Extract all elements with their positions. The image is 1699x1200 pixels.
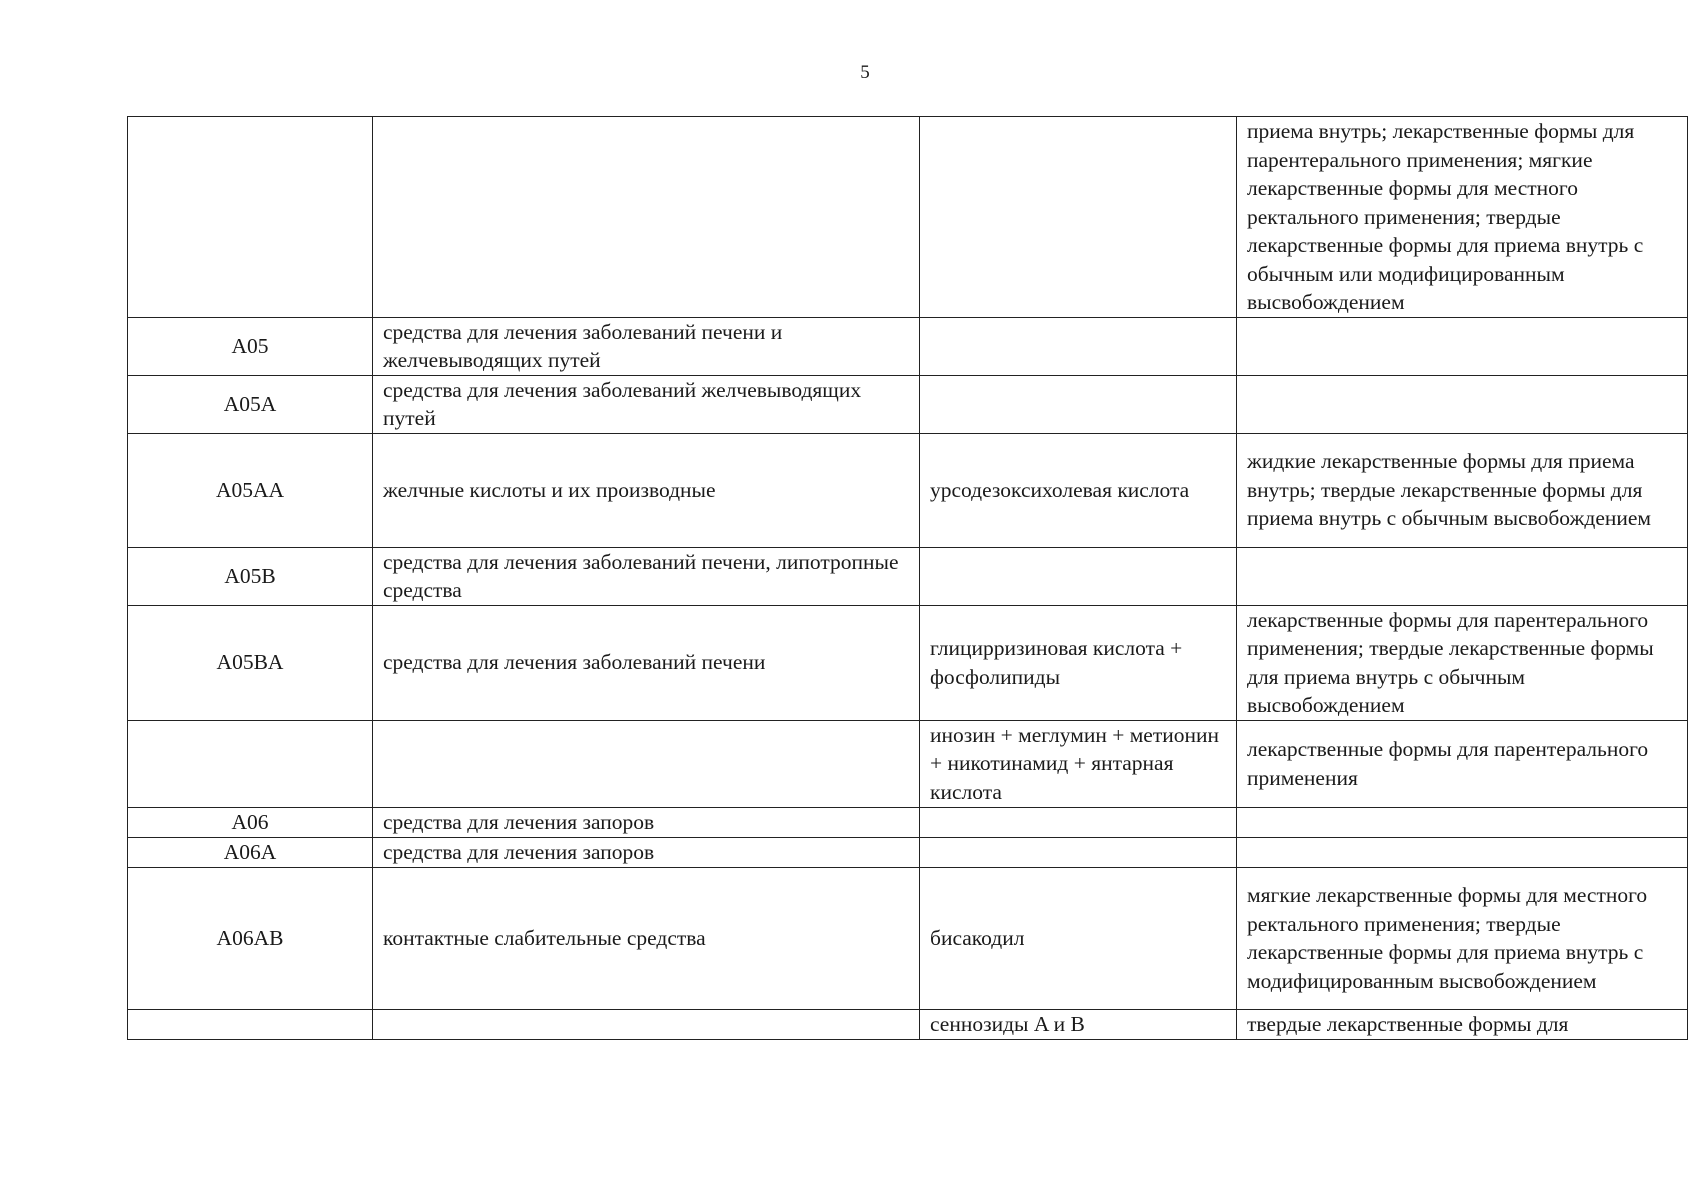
drug-cell — [920, 547, 1237, 605]
atc-code-cell: A06AB — [128, 867, 373, 1009]
atc-code-cell: A05BA — [128, 605, 373, 720]
group-cell: средства для лечения запоров — [373, 837, 920, 867]
group-cell: средства для лечения заболеваний печени, липотропные средства — [373, 547, 920, 605]
dosage-forms-cell: жидкие лекарственные формы для приема внутрь; твердые лекарственные формы для приема внутрь с обычным высвобождением — [1237, 433, 1688, 547]
table-row — [128, 720, 1688, 807]
drug-cell — [920, 837, 1237, 867]
drug-cell: урсодезоксихолевая кислота — [920, 433, 1237, 547]
drug-cell: инозин + меглумин + метионин + никотинамид + янтарная кислота — [920, 720, 1237, 807]
drug-cell — [920, 117, 1237, 318]
atc-code-cell — [128, 1009, 373, 1039]
table-row — [128, 375, 1688, 433]
table-row — [128, 807, 1688, 837]
table-row — [128, 117, 1688, 318]
drug-cell: бисакодил — [920, 867, 1237, 1009]
atc-code-cell: A05AA — [128, 433, 373, 547]
table-row — [128, 837, 1688, 867]
table-row — [128, 867, 1688, 1009]
dosage-forms-cell — [1237, 317, 1688, 375]
atc-code-cell: A06A — [128, 837, 373, 867]
table-row — [128, 433, 1688, 547]
atc-code-cell: A06 — [128, 807, 373, 837]
atc-code-cell: A05A — [128, 375, 373, 433]
group-cell: средства для лечения запоров — [373, 807, 920, 837]
atc-code-cell: A05B — [128, 547, 373, 605]
group-cell: средства для лечения заболеваний печени — [373, 605, 920, 720]
drug-cell — [920, 317, 1237, 375]
dosage-forms-cell — [1237, 547, 1688, 605]
drug-cell: глицирризиновая кислота + фосфолипиды — [920, 605, 1237, 720]
table-row — [128, 1009, 1688, 1039]
group-cell: средства для лечения заболеваний печени и желчевыводящих путей — [373, 317, 920, 375]
table-row — [128, 605, 1688, 720]
drug-classification-table — [127, 116, 1688, 1040]
group-cell — [373, 1009, 920, 1039]
dosage-forms-cell — [1237, 807, 1688, 837]
drug-cell: сеннозиды A и B — [920, 1009, 1237, 1039]
group-cell: контактные слабительные средства — [373, 867, 920, 1009]
table-row — [128, 547, 1688, 605]
dosage-forms-cell — [1237, 375, 1688, 433]
atc-code-cell — [128, 117, 373, 318]
page-number: 5 — [860, 62, 870, 83]
drug-cell — [920, 807, 1237, 837]
group-cell: желчные кислоты и их производные — [373, 433, 920, 547]
table-row — [128, 317, 1688, 375]
group-cell — [373, 720, 920, 807]
dosage-forms-cell — [1237, 837, 1688, 867]
group-cell — [373, 117, 920, 318]
dosage-forms-cell: приема внутрь; лекарственные формы для парентерального применения; мягкие лекарственные формы для местного ректального применения; твердые лекарственные формы для приема внутрь с обычным или модифицированным высвобождением — [1237, 117, 1688, 318]
group-cell: средства для лечения заболеваний желчевыводящих путей — [373, 375, 920, 433]
dosage-forms-cell: лекарственные формы для парентерального применения — [1237, 720, 1688, 807]
drug-cell — [920, 375, 1237, 433]
dosage-forms-cell: мягкие лекарственные формы для местного ректального применения; твердые лекарственные формы для приема внутрь с модифицированным высвобождением — [1237, 867, 1688, 1009]
dosage-forms-cell: лекарственные формы для парентерального применения; твердые лекарственные формы для приема внутрь с обычным высвобождением — [1237, 605, 1688, 720]
atc-code-cell — [128, 720, 373, 807]
atc-code-cell: A05 — [128, 317, 373, 375]
dosage-forms-cell: твердые лекарственные формы для — [1237, 1009, 1688, 1039]
